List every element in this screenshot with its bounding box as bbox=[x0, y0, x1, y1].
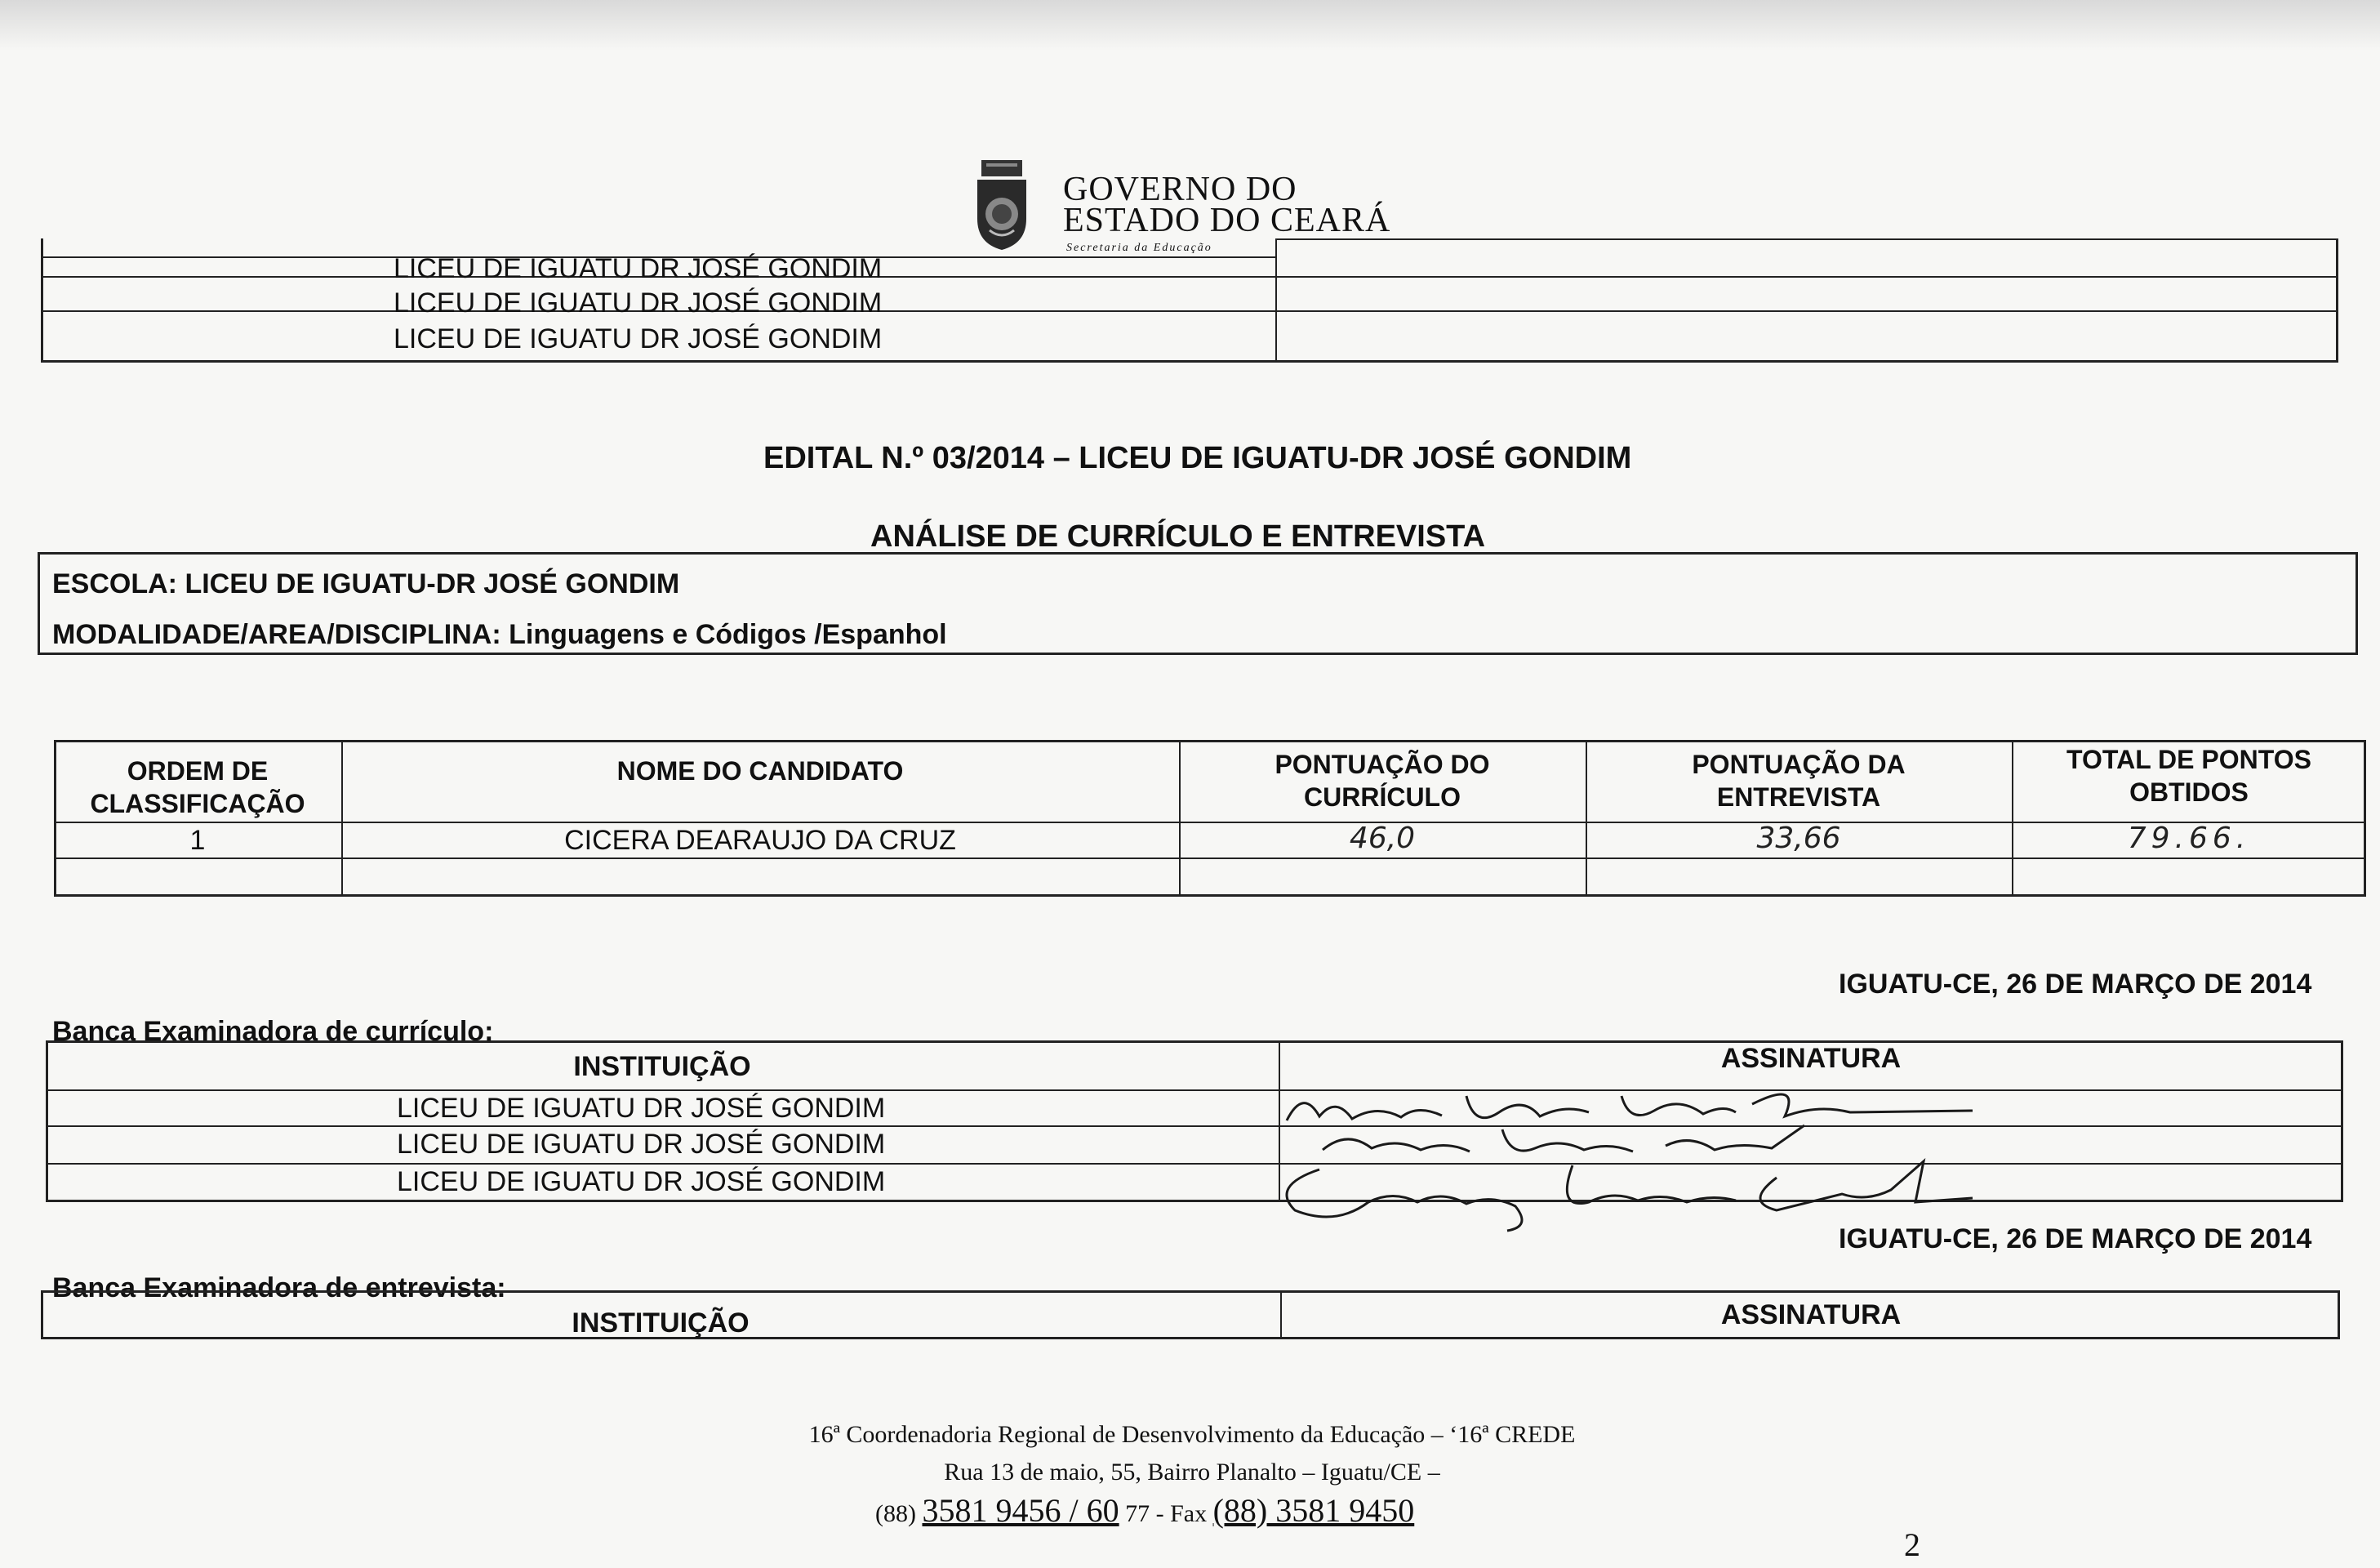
curriculo-board-line bbox=[46, 1125, 2343, 1127]
results-table-line bbox=[1586, 740, 1587, 897]
footer-line1: 16ª Coordenadoria Regional de Desenvolvimento da Educação – ‘16ª CREDE bbox=[808, 1421, 1576, 1448]
result-nome: CICERA DEARAUJO DA CRUZ bbox=[564, 825, 956, 856]
result-ordem: 1 bbox=[189, 825, 206, 856]
curriculo-board-line bbox=[46, 1163, 2343, 1165]
footer-line2: Rua 13 de maio, 55, Bairro Planalto – Iguatu/CE – bbox=[944, 1459, 1440, 1486]
gov-header-subtitle: Secretaria da Educação bbox=[1066, 242, 1212, 254]
col-header-curriculo: PONTUAÇÃO DO CURRÍCULO bbox=[1275, 750, 1490, 812]
top-table-row: LICEU DE IGUATU DR JOSÉ GONDIM bbox=[394, 287, 883, 318]
phone-prefix: (88) bbox=[875, 1500, 916, 1527]
top-table-row: LICEU DE IGUATU DR JOSÉ GONDIM bbox=[394, 323, 883, 354]
discipline-label: MODALIDADE/AREA/DISCIPLINA: bbox=[52, 619, 501, 650]
col-header-nome: NOME DO CANDIDATO bbox=[616, 756, 904, 786]
results-table-line bbox=[1179, 740, 1181, 897]
curriculo-col-assinatura: ASSINATURA bbox=[1720, 1043, 1902, 1074]
entrevista-col-instituicao: INSTITUIÇÃO bbox=[572, 1307, 750, 1339]
curriculo-board-line bbox=[46, 1089, 2343, 1091]
edital-title: EDITAL N.º 03/2014 – LICEU DE IGUATU-DR JOSÉ GONDIM bbox=[763, 441, 1632, 475]
discipline-line bbox=[52, 619, 947, 651]
col-header-ordem: ORDEM DE CLASSIFICAÇÃO bbox=[90, 756, 305, 818]
curriculo-board-row: LICEU DE IGUATU DR JOSÉ GONDIM bbox=[397, 1166, 886, 1197]
phone-number: 3581 9456 / 60 bbox=[922, 1492, 1119, 1529]
discipline-value: Linguagens e Códigos /Espanhol bbox=[509, 619, 947, 650]
curriculo-board-row: LICEU DE IGUATU DR JOSÉ GONDIM bbox=[397, 1093, 886, 1124]
results-table-line bbox=[54, 858, 2366, 859]
entrevista-board-label: Banca Examinadora de entrevista: bbox=[52, 1272, 506, 1303]
school-name: ESCOLA: LICEU DE IGUATU-DR JOSÉ GONDIM bbox=[52, 568, 680, 599]
scan-top-shadow bbox=[0, 0, 2380, 51]
fax-number: (88) 3581 9450 bbox=[1212, 1492, 1415, 1529]
coat-of-arms-icon bbox=[973, 155, 1030, 252]
date-line: IGUATU-CE, 26 DE MARÇO DE 2014 bbox=[1839, 969, 2312, 1000]
section-title: ANÁLISE DE CURRÍCULO E ENTREVISTA bbox=[870, 519, 1486, 554]
top-table-line bbox=[41, 276, 2338, 278]
signature-3 bbox=[1270, 1153, 1981, 1235]
gov-header-line2: ESTADO DO CEARÁ bbox=[1063, 202, 1391, 239]
top-table-line bbox=[1275, 238, 2338, 240]
page-number: 2 bbox=[1904, 1526, 1920, 1563]
results-table-line bbox=[2012, 740, 2013, 897]
gov-header-line1: GOVERNO DO bbox=[1063, 171, 1297, 208]
result-curriculo: 46,0 bbox=[1349, 822, 1416, 855]
result-total: 79.66. bbox=[2127, 822, 2251, 855]
footer-phones bbox=[875, 1491, 1414, 1530]
result-entrevista: 33,66 bbox=[1756, 822, 1841, 855]
curriculo-board-label: Banca Examinadora de currículo: bbox=[52, 1016, 494, 1047]
top-table-line bbox=[1275, 238, 1277, 363]
entrevista-col-assinatura: ASSINATURA bbox=[1720, 1299, 1902, 1330]
top-table-row: LICEU DE IGUATU DR JOSÉ GONDIM bbox=[394, 253, 883, 284]
date-line: IGUATU-CE, 26 DE MARÇO DE 2014 bbox=[1839, 1223, 2312, 1254]
col-header-entrevista: PONTUAÇÃO DA ENTREVISTA bbox=[1692, 750, 1906, 812]
top-table-line bbox=[41, 310, 2338, 312]
phone-suffix: 77 - Fax bbox=[1125, 1500, 1208, 1527]
curriculo-col-instituicao: INSTITUIÇÃO bbox=[573, 1051, 751, 1082]
col-header-total: TOTAL DE PONTOS OBTIDOS bbox=[2066, 745, 2311, 807]
curriculo-board-row: LICEU DE IGUATU DR JOSÉ GONDIM bbox=[397, 1129, 886, 1160]
